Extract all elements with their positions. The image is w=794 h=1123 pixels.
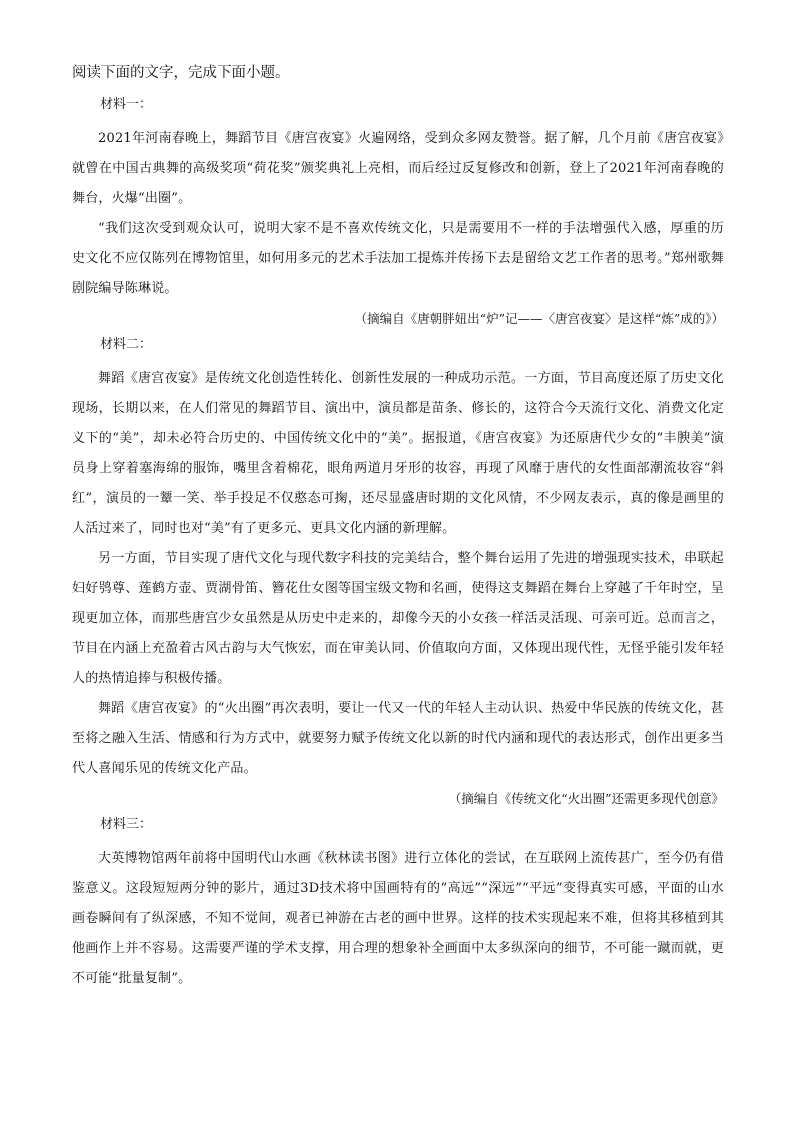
paragraph: 另一方面，节目实现了唐代文化与现代数字科技的完美结合，整个舞台运用了先进的增强现实技术，串联起妇好鸮尊、莲鹤方壶、贾湖骨笛、簪花仕女图等国宝级文物和名画，使得这支舞蹈在舞台上穿越了千年时空，呈现更加立体，而那些唐宫少女虽然是从历史中走来的，却像今天的小女孩一样活灵活现、可亲可近。总而言之，节目在内涵上充盈着古风古韵与大气恢宏，而在审美认同、价值取向方面，又体现出现代性，无怪乎能引发年轻人的热情追捧与积极传播。 <box>72 551 724 686</box>
paragraph: “我们这次受到观众认可，说明大家不是不喜欢传统文化，只是需要用不一样的手法增强代入感，厚重的历史文化不应仅陈列在博物馆里，如何用多元的艺术手法加工提炼并传扬下去是留给文艺工作者的思考。”郑州歌舞剧院编导陈琳说。 <box>72 221 724 296</box>
paragraph: 舞蹈《唐宫夜宴》是传统文化创造性转化、创新性发展的一种成功示范。一方面，节目高度还原了历史文化现场，长期以来，在人们常见的舞蹈节目、演出中，演员都是苗条、修长的，这符合今天流行文化、消费文化定义下的“美”，却未必符合历史的、中国传统文化中的“美”。据报道，《唐宫夜宴》为还原唐代少女的“丰腴美”演员身上穿着塞海绵的服饰，嘴里含着棉花，眼角两道月牙形的妆容，再现了风靡于唐代的女性面部潮流妆容“斜红”，演员的一颦一笑、举手投足不仅憨态可掬，还尽显盛唐时期的文化风情，不少网友表示，真的像是画里的人活过来了，同时也对“美”有了更多元、更具文化内涵的新理解。 <box>72 371 724 536</box>
source-citation: （摘编自《唐朝胖妞出“炉”记——〈唐宫夜宴〉是这样“炼”成的》） <box>354 311 724 326</box>
material-label: 材料三： <box>100 817 153 832</box>
material-two <box>72 334 724 814</box>
paragraph: 2021年河南春晚上，舞蹈节目《唐宫夜宴》火遍网络，受到众多网友赞誉。据了解，几个月前《唐宫夜宴》就曾在中国古典舞的高级奖项“荷花奖”颁奖典礼上亮相，而后经过反复修改和创新，登上了2021年河南春晚的舞台，火爆“出圈”。 <box>72 131 724 206</box>
material-label: 材料一： <box>100 97 153 112</box>
paragraph: 大英博物馆两年前将中国明代山水画《秋林读书图》进行立体化的尝试，在互联网上流传甚广，至今仍有借鉴意义。这段短短两分钟的影片，通过3D技术将中国画特有的“高远”“深远”“平远”变得真实可感，平面的山水画卷瞬间有了纵深感，不知不觉间，观者已神游在古老的画中世界。这样的技术实现起来不难，但将其移植到其他画作上并不容易。这需要严谨的学术支撑，用合理的想象补全画面中太多纵深向的细节，不可能一蹴而就，更不可能“批量复制”。 <box>72 851 724 986</box>
paragraph: 舞蹈《唐宫夜宴》的“火出圈”再次表明，要让一代又一代的年轻人主动认识、热爱中华民族的传统文化，甚至将之融入生活、情感和行为方式中，就要努力赋予传统文化以新的时代内涵和现代的表达形式，创作出更多当代人喜闻乐见的传统文化产品。 <box>72 701 724 776</box>
document-page <box>72 62 724 994</box>
source-citation: （摘编自《传统文化“火出圈”还需更多现代创意》 <box>448 791 724 806</box>
instruction-text: 阅读下面的文字，完成下面小题。 <box>72 65 290 81</box>
material-label: 材料二： <box>100 337 153 352</box>
material-three <box>72 814 724 994</box>
material-one <box>72 94 724 334</box>
